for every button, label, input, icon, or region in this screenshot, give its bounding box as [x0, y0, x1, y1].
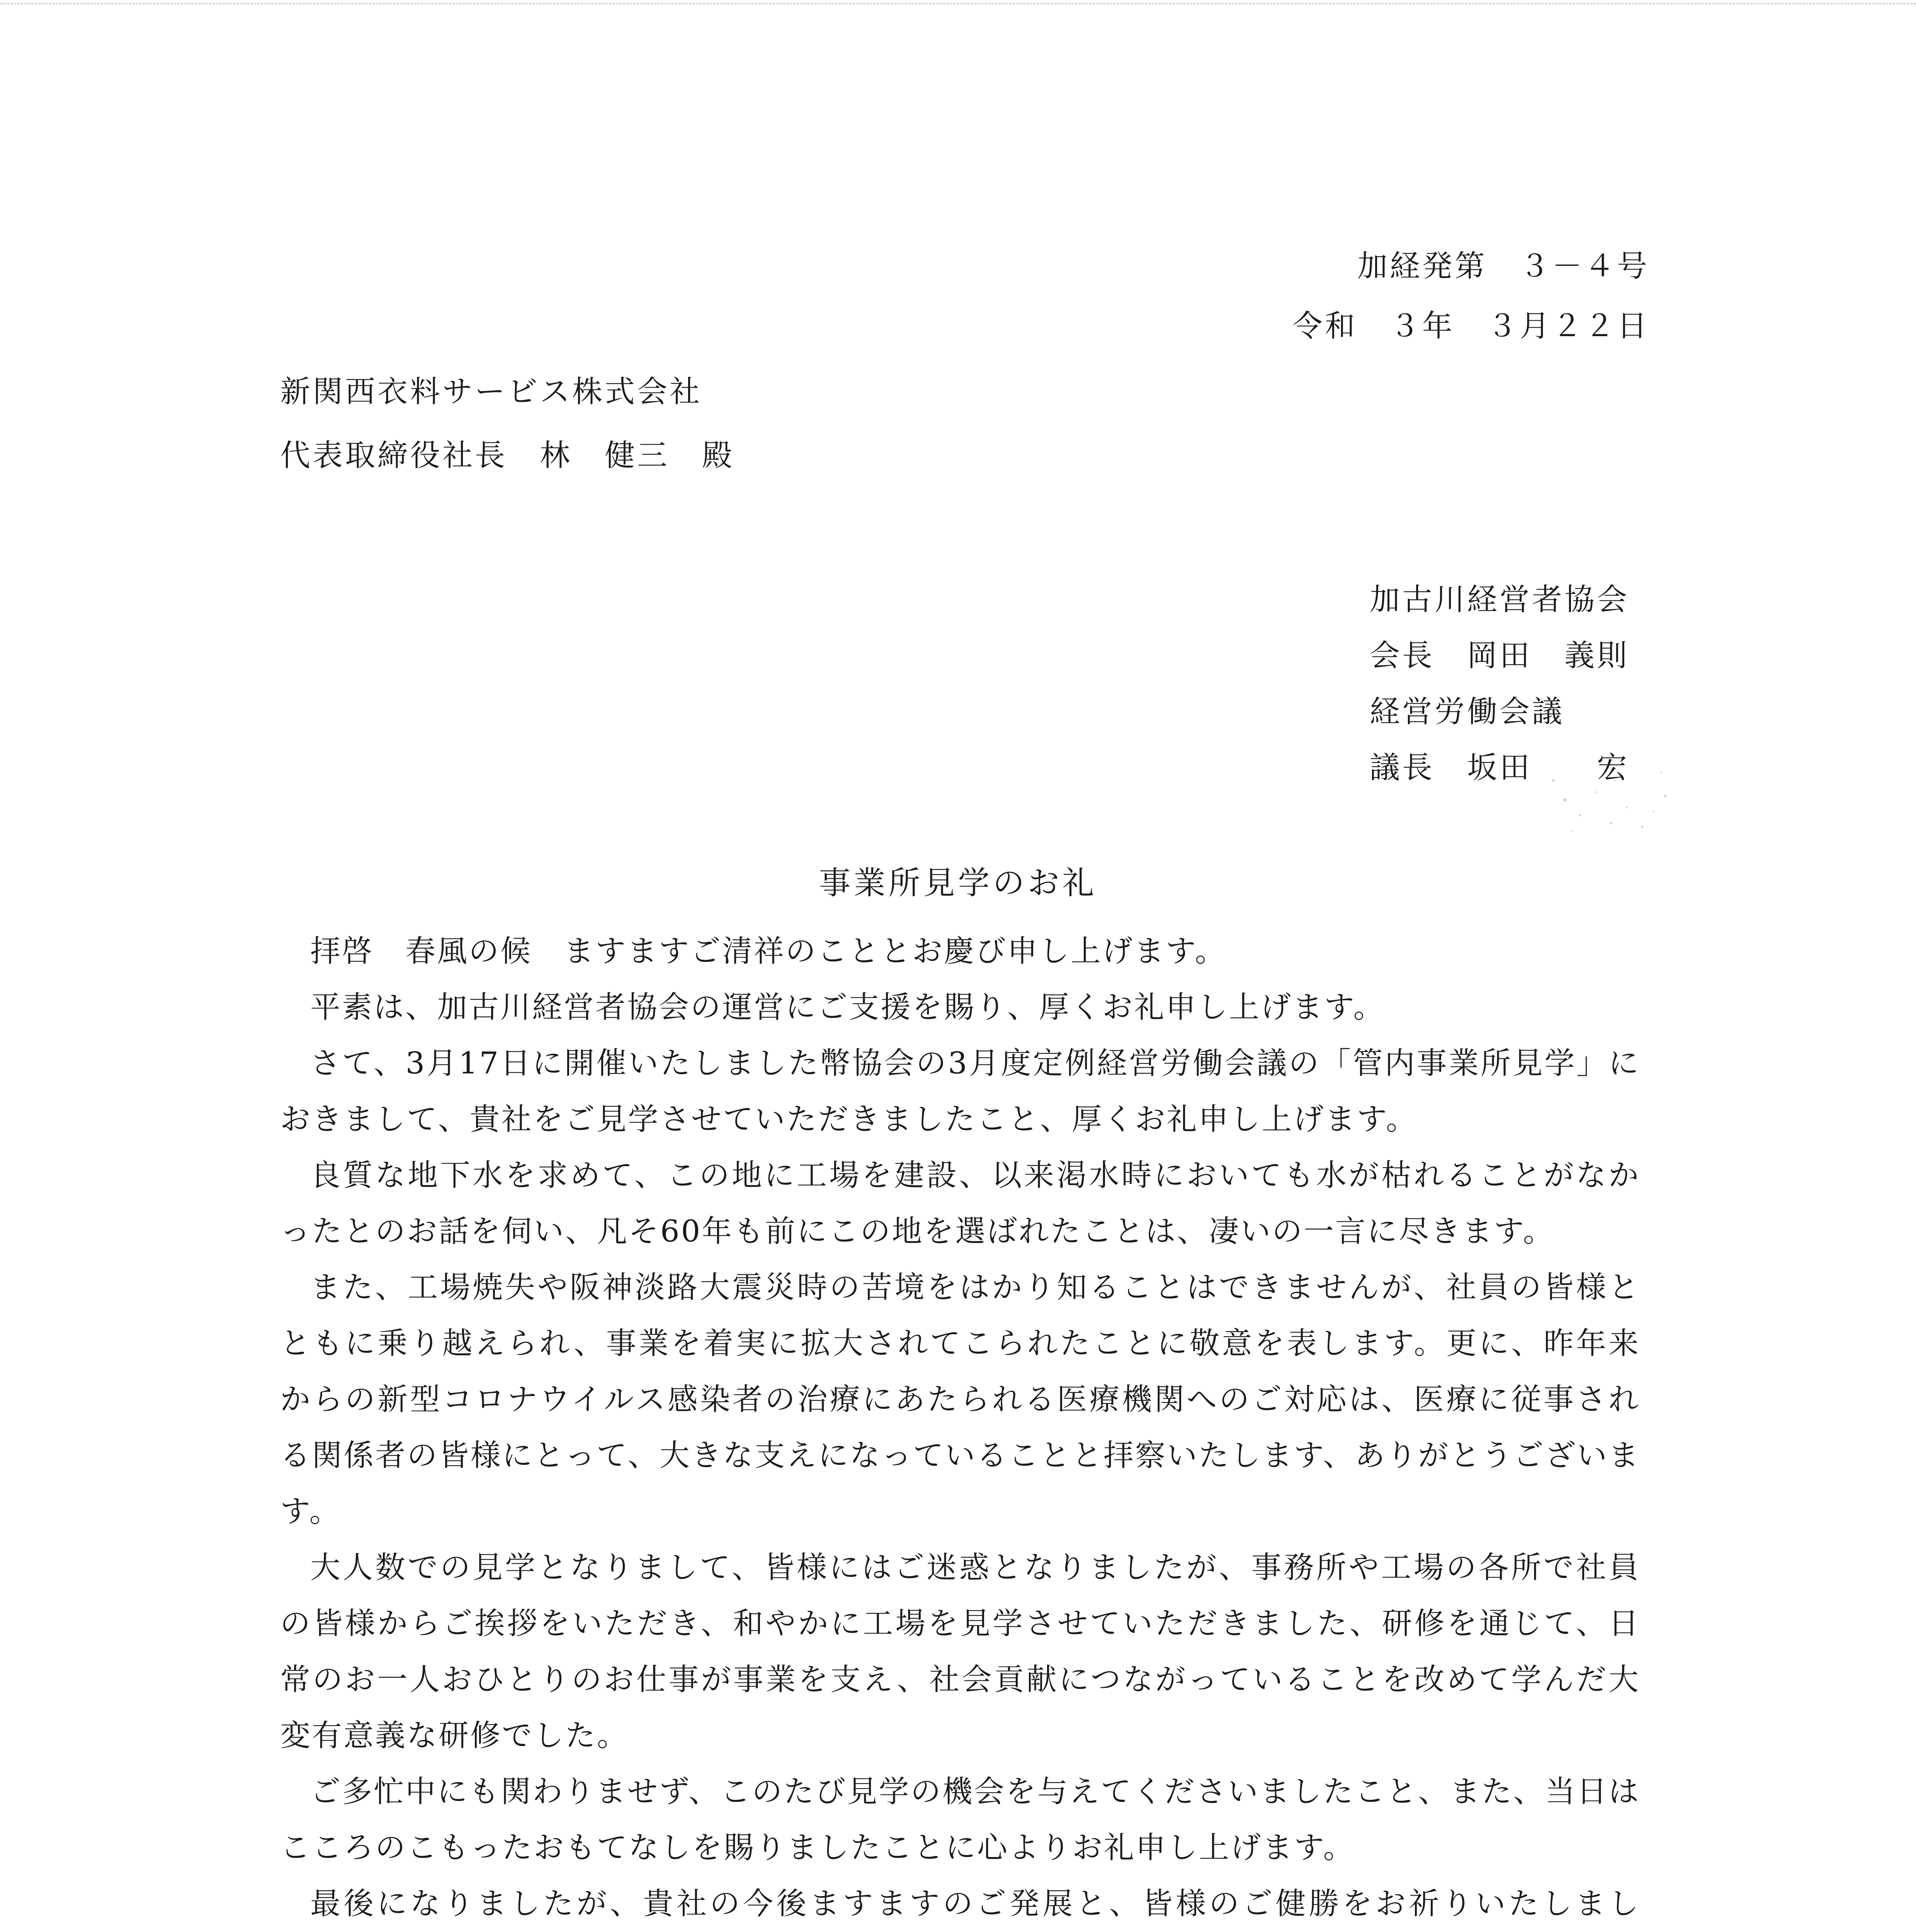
paragraph-visit: さて、3月17日に開催いたしました幣協会の3月度定例経営労働会議の「管内事業所見学」におきまして、貴社をご見学させていただきましたこと、厚くお礼申し上げます。	[280, 1046, 1640, 1137]
document-title: 事業所見学のお礼	[819, 865, 1097, 901]
paragraph-tour: 大人数での見学となりまして、皆様にはご迷惑となりましたが、事務所や工場の各所で社員の皆様からご挨拶をいただき、和やかに工場を見学させていただきました、研修を通じて、日常のお一人おひとりのお仕事が事業を支え、社会貢献につながっていることを改めて学んだ大変有意義な研修でした。	[280, 1550, 1640, 1753]
paragraph-hospitality: ご多忙中にも関わりませず、このたび見学の機会を与えてくださいましたこと、また、当日はこころのこもったおもてなしを賜りましたことに心よりお礼申し上げます。	[280, 1774, 1640, 1865]
paragraph-respect: また、工場焼失や阪神淡路大震災時の苦境をはかり知ることはできませんが、社員の皆様とともに乗り越えられ、事業を着実に拡大されてこられたことに敬意を表します。更に、昨年来からの新型コロナウイルス感染者の治療にあたられる医療機関へのご対応は、医療に従事される関係者の皆様にとって、大きな支えになっていることと拝察いたします、ありがとうございます。	[280, 1270, 1640, 1529]
seal-stamp-icon	[1538, 757, 1677, 842]
recipient-person: 代表取締役社長 林 健三 殿	[280, 438, 735, 473]
scan-edge-line	[0, 3, 1916, 7]
paragraph-wishes: 最後になりましたが、貴社の今後ますますのご発展と、皆様のご健勝をお祈りいたしまし	[310, 1886, 1640, 1921]
sender-chairman: 会長 岡田 義則	[1370, 638, 1630, 673]
sender-council-chair: 議長 坂田 宏	[1370, 750, 1630, 785]
sender-council: 経営労働会議	[1370, 694, 1565, 729]
recipient-company: 新関西衣料サービス株式会社	[280, 374, 702, 409]
letter-body	[280, 923, 1640, 1932]
sender-organization: 加古川経営者協会	[1370, 582, 1630, 617]
paragraph-thanks: 平素は、加古川経営者協会の運営にご支援を賜り、厚くお礼申し上げます。	[310, 990, 1385, 1025]
document-date: 令和 ３年 ３月２２日	[1292, 309, 1649, 344]
document-number: 加経発第 ３－４号	[1357, 249, 1649, 284]
paragraph-greeting: 拝啓 春風の候 ますますご清祥のこととお慶び申し上げます。	[310, 934, 1227, 969]
paragraph-groundwater: 良質な地下水を求めて、この地に工場を建設、以来渇水時においても水が枯れることがなかったとのお話を伺い、凡そ60年も前にこの地を選ばれたことは、凄いの一言に尽きます。	[280, 1158, 1640, 1249]
